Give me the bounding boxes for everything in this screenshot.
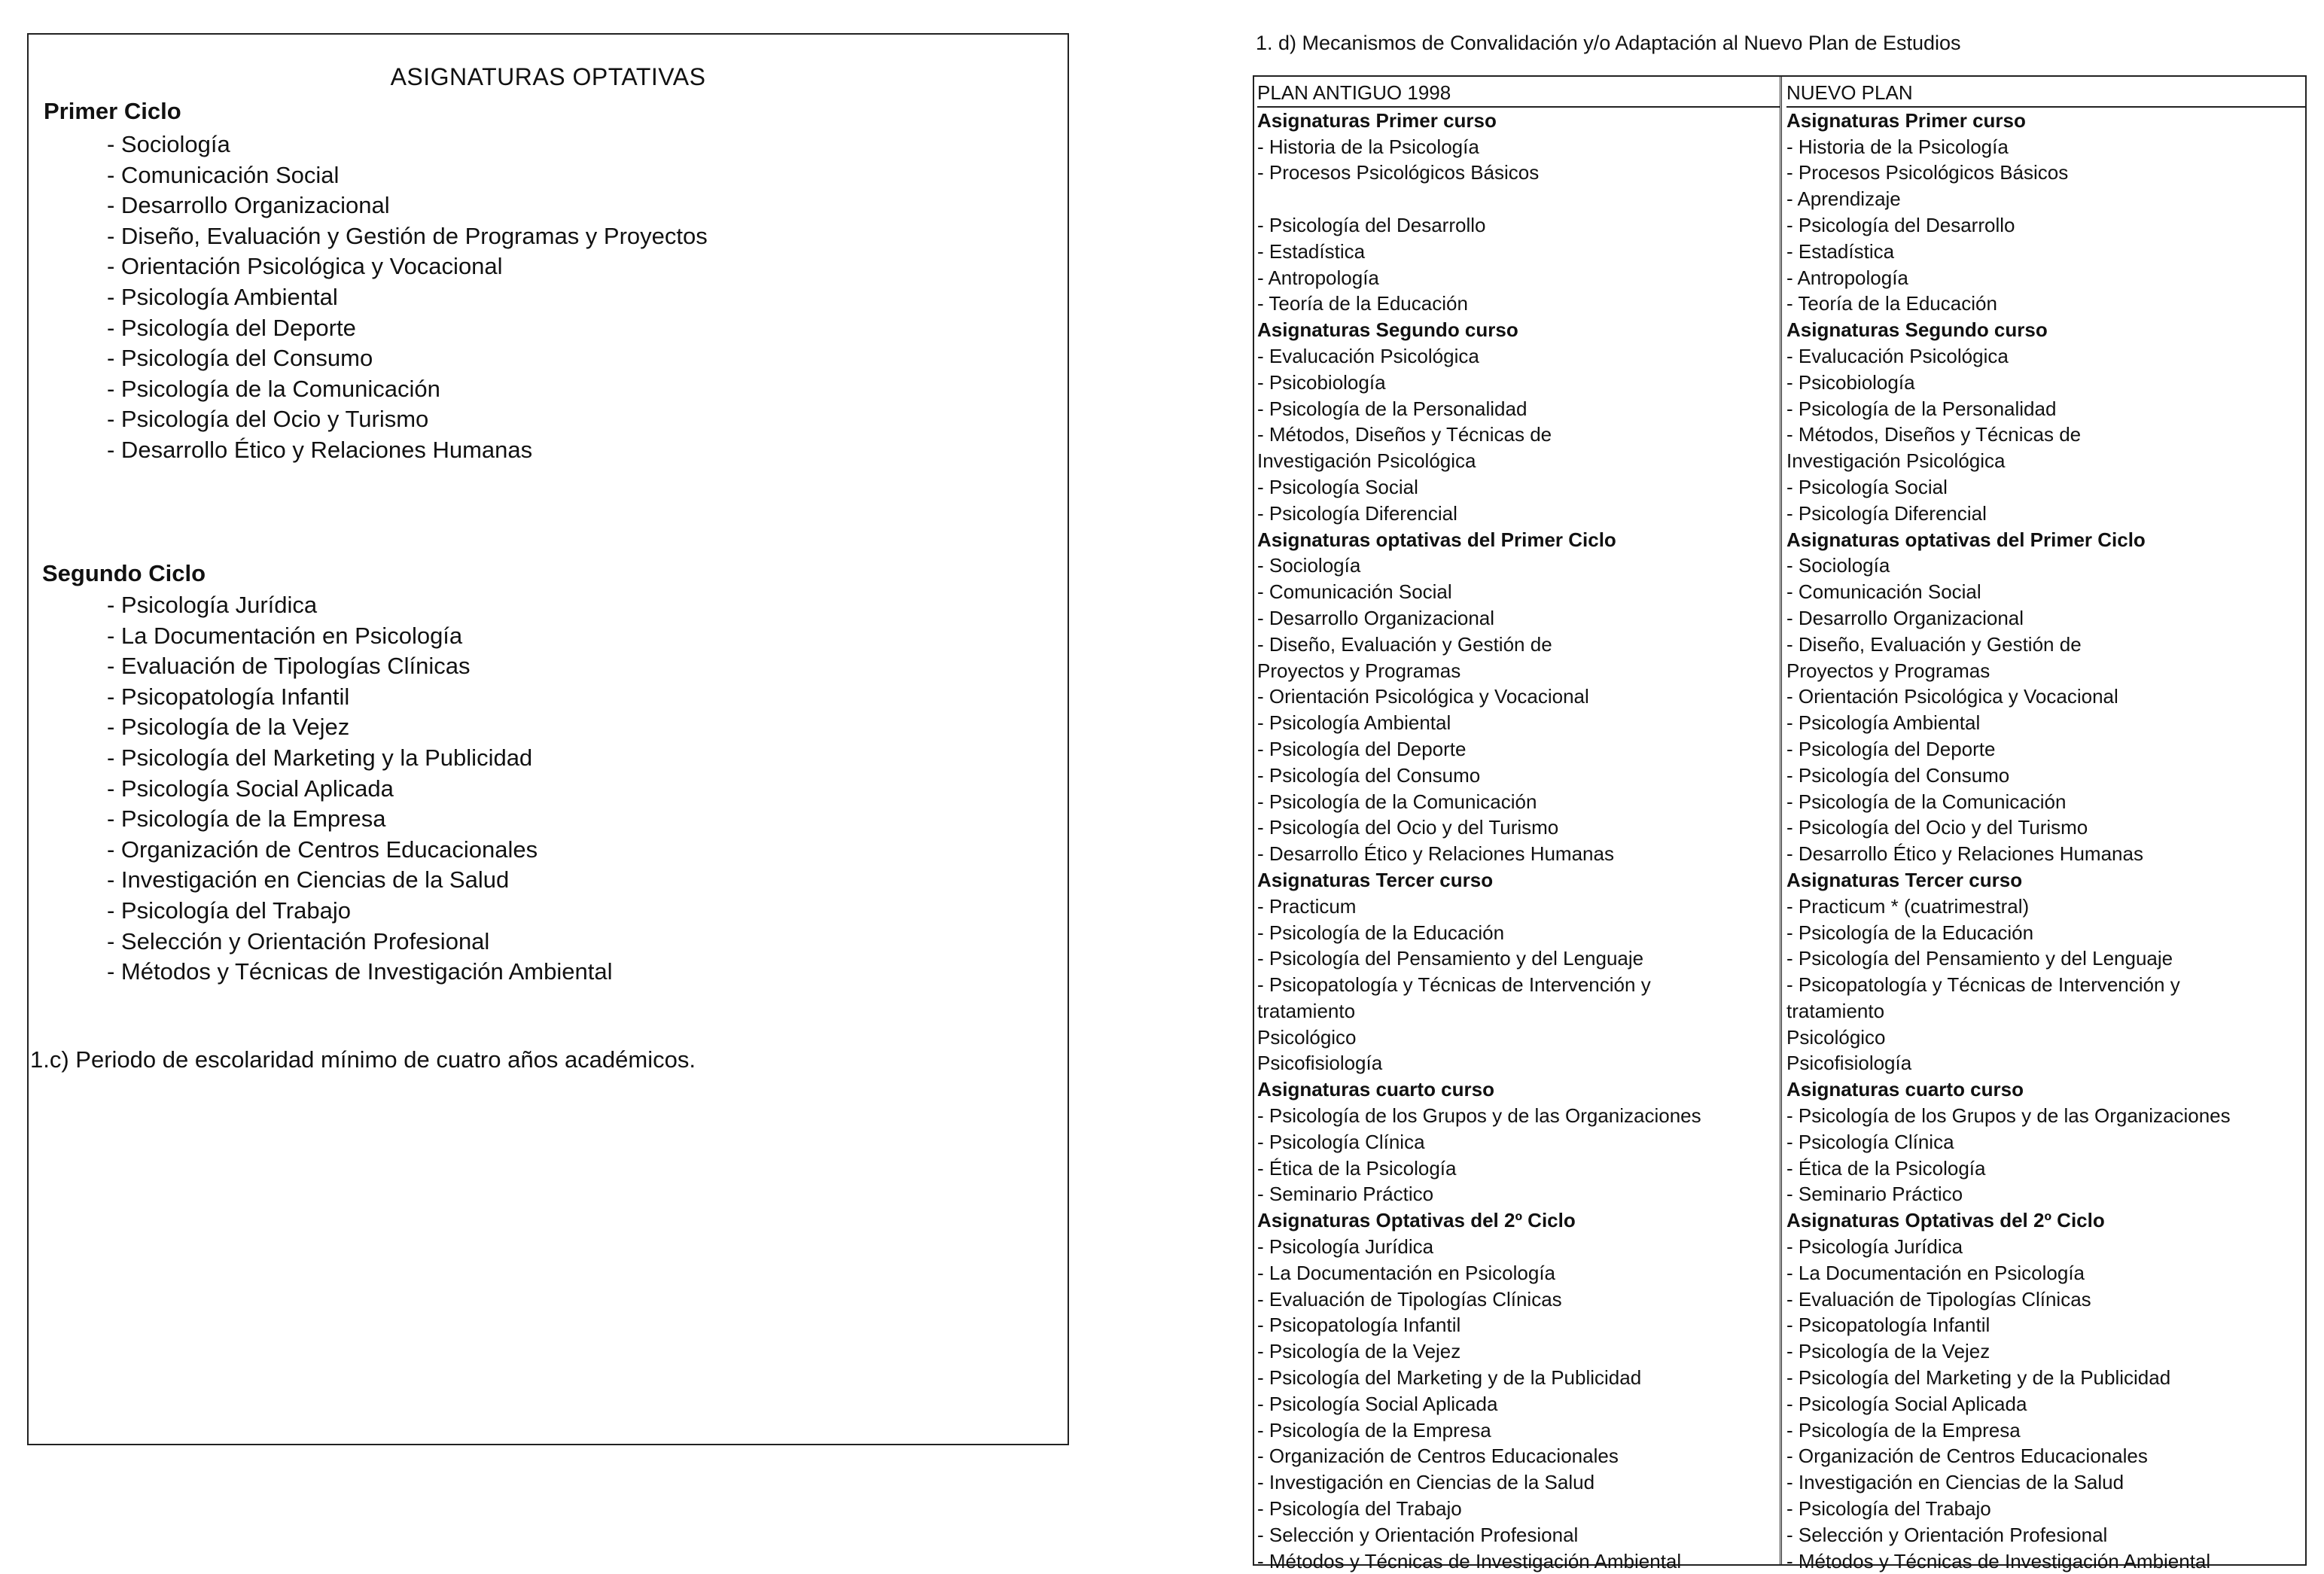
subject-row: - Evalucación Psicológica bbox=[1257, 344, 1479, 367]
subject-row: - La Documentación en Psicología bbox=[1257, 1261, 1556, 1284]
subject-row: - Practicum bbox=[1257, 894, 1357, 918]
subject-row: - Psicología del Pensamiento y del Lenguaje bbox=[1786, 947, 2173, 970]
subject-row: - Seminario Práctico bbox=[1786, 1183, 1963, 1206]
subject-row: - Organización de Centros Educacionales bbox=[1786, 1445, 2148, 1468]
segundo-ciclo-heading: Segundo Ciclo bbox=[42, 560, 206, 586]
optional-subject-item: - Desarrollo Ético y Relaciones Humanas bbox=[107, 436, 533, 463]
subject-row: - Orientación Psicológica y Vocacional bbox=[1786, 685, 2118, 708]
optional-subject-item: - Psicología de la Empresa bbox=[107, 805, 386, 833]
new-plan-rows bbox=[1786, 108, 2305, 1574]
subject-row: - Psicopatología y Técnicas de Intervención y bbox=[1786, 973, 2180, 997]
convalidation-title: 1. d) Mecanismos de Convalidación y/o Adaptación al Nuevo Plan de Estudios bbox=[1256, 32, 1961, 54]
subject-row: - Psicología Ambiental bbox=[1257, 711, 1451, 735]
subject-row: - Historia de la Psicología bbox=[1257, 135, 1479, 158]
subject-row: - Psicología Social bbox=[1257, 475, 1418, 498]
subject-row: tratamiento bbox=[1786, 999, 1885, 1022]
optional-subject-item: - Selección y Orientación Profesional bbox=[107, 927, 490, 954]
optional-subject-item: - Psicología Social Aplicada bbox=[107, 775, 394, 802]
optional-subject-item: - Psicopatología Infantil bbox=[107, 683, 350, 710]
new-plan-header: NUEVO PLAN bbox=[1786, 80, 2305, 108]
subject-row: Investigación Psicológica bbox=[1257, 449, 1476, 473]
subject-row: - Psicología del Consumo bbox=[1786, 763, 2010, 787]
subject-row: - Ética de la Psicología bbox=[1786, 1156, 1986, 1180]
optional-subject-item: - La Documentación en Psicología bbox=[107, 622, 463, 649]
subject-row: - Psicología Clínica bbox=[1786, 1130, 1954, 1153]
subject-row: - Evalucación Psicológica bbox=[1786, 344, 2009, 367]
optional-subject-item: - Psicología Jurídica bbox=[107, 592, 318, 618]
old-plan-header: PLAN ANTIGUO 1998 bbox=[1257, 80, 1780, 108]
subject-row: - Métodos y Técnicas de Investigación Ambiental bbox=[1257, 1549, 1682, 1572]
subject-row: - Desarrollo Ético y Relaciones Humanas bbox=[1786, 842, 2143, 866]
course-group-heading: Asignaturas cuarto curso bbox=[1257, 1078, 1494, 1101]
subject-row: - Psicología del Deporte bbox=[1257, 737, 1467, 760]
subject-row: - Psicología de la Personalidad bbox=[1257, 397, 1528, 420]
subject-row: - Desarrollo Organizacional bbox=[1257, 606, 1495, 629]
subject-row: - Diseño, Evaluación y Gestión de bbox=[1786, 632, 2082, 656]
optional-subject-item: - Desarrollo Organizacional bbox=[107, 192, 390, 219]
subject-row: - Desarrollo Ético y Relaciones Humanas bbox=[1257, 842, 1614, 866]
subject-row: - Psicología del Consumo bbox=[1257, 763, 1481, 787]
course-group-heading: Asignaturas Optativas del 2º Ciclo bbox=[1786, 1209, 2105, 1232]
subject-row: - Psicología Jurídica bbox=[1786, 1235, 1963, 1259]
subject-row: - Psicología del Marketing y de la Publicidad bbox=[1786, 1366, 2171, 1390]
subject-row: Psicológico bbox=[1786, 1025, 1886, 1049]
subject-row: - Psicobiología bbox=[1786, 370, 1915, 394]
subject-row: - Sociología bbox=[1257, 554, 1361, 577]
subject-row: Psicofisiología bbox=[1786, 1052, 1912, 1075]
optional-subject-item: - Psicología de la Comunicación bbox=[107, 375, 440, 402]
subject-row: - Psicología del Marketing y de la Publicidad bbox=[1257, 1366, 1642, 1390]
optional-subject-item: - Psicología del Trabajo bbox=[107, 897, 351, 924]
subject-row: - Psicología de la Educación bbox=[1786, 921, 2034, 944]
course-group-heading: Asignaturas Segundo curso bbox=[1257, 318, 1518, 342]
optional-subject-item: - Métodos y Técnicas de Investigación Ambiental bbox=[107, 958, 613, 985]
subject-row: - Métodos, Diseños y Técnicas de bbox=[1257, 423, 1552, 446]
subject-row: - Métodos y Técnicas de Investigación Ambiental bbox=[1786, 1549, 2211, 1572]
optional-subject-item: - Evaluación de Tipologías Clínicas bbox=[107, 653, 471, 680]
optional-subject-item: - Psicología de la Vejez bbox=[107, 714, 350, 741]
subject-row: - Métodos, Diseños y Técnicas de bbox=[1786, 423, 2082, 446]
optional-subject-item: - Psicología del Ocio y Turismo bbox=[107, 406, 429, 433]
optional-subject-item: - Comunicación Social bbox=[107, 161, 340, 188]
subject-row: - Teoría de la Educación bbox=[1786, 292, 1997, 315]
minimum-schooling-note: 1.c) Periodo de escolaridad mínimo de cuatro años académicos. bbox=[30, 1046, 696, 1073]
subject-row: - Sociología bbox=[1786, 554, 1890, 577]
subject-row: - Psicología de los Grupos y de las Organizaciones bbox=[1257, 1104, 1701, 1128]
subject-row: - Seminario Práctico bbox=[1257, 1183, 1434, 1206]
optional-subject-item: - Psicología del Deporte bbox=[107, 314, 356, 341]
subject-row: - Historia de la Psicología bbox=[1786, 135, 2009, 158]
subject-row: - Diseño, Evaluación y Gestión de bbox=[1257, 632, 1552, 656]
subject-row: Investigación Psicológica bbox=[1786, 449, 2006, 473]
subject-row: - Psicología de la Educación bbox=[1257, 921, 1505, 944]
optional-subject-item: - Orientación Psicológica y Vocacional bbox=[107, 253, 503, 280]
subject-row: - Psicología Social bbox=[1786, 475, 1948, 498]
subject-row: - Psicología Social Aplicada bbox=[1257, 1392, 1498, 1415]
subject-row: - Teoría de la Educación bbox=[1257, 292, 1468, 315]
subject-row: - Comunicación Social bbox=[1257, 580, 1452, 604]
subject-row: - Psicología de la Empresa bbox=[1786, 1418, 2021, 1442]
optional-subject-item: - Sociología bbox=[107, 131, 230, 157]
optional-subject-item: - Investigación en Ciencias de la Salud bbox=[107, 866, 510, 894]
course-group-heading: Asignaturas Tercer curso bbox=[1257, 868, 1494, 891]
course-group-heading: Asignaturas cuarto curso bbox=[1786, 1078, 2024, 1101]
subject-row: - Estadística bbox=[1257, 239, 1366, 263]
old-plan-column bbox=[1254, 77, 1780, 1572]
subject-row: - Psicología del Deporte bbox=[1786, 737, 1996, 760]
subject-row: - Psicología Diferencial bbox=[1257, 501, 1457, 525]
subject-row: - Psicopatología Infantil bbox=[1257, 1314, 1461, 1337]
optional-subjects-panel bbox=[27, 33, 1069, 1445]
subject-row: - Psicología del Ocio y del Turismo bbox=[1786, 816, 2088, 839]
course-group-heading: Asignaturas optativas del Primer Ciclo bbox=[1786, 528, 2146, 551]
subject-row: - Psicopatología y Técnicas de Intervención y bbox=[1257, 973, 1651, 997]
subject-row: - Psicopatología Infantil bbox=[1786, 1314, 1990, 1337]
subject-row: - Psicología Clínica bbox=[1257, 1130, 1425, 1153]
primer-ciclo-heading: Primer Ciclo bbox=[44, 98, 181, 124]
optional-subject-item: - Psicología Ambiental bbox=[107, 283, 338, 310]
subject-row: - Psicología del Trabajo bbox=[1257, 1497, 1462, 1521]
subject-row: - Psicología de la Personalidad bbox=[1786, 397, 2057, 420]
subject-row: - Investigación en Ciencias de la Salud bbox=[1786, 1471, 2124, 1494]
subject-row: - Organización de Centros Educacionales bbox=[1257, 1445, 1619, 1468]
subject-row: - Orientación Psicológica y Vocacional bbox=[1257, 685, 1589, 708]
subject-row: - Practicum * (cuatrimestral) bbox=[1786, 894, 2030, 918]
subject-row: - Desarrollo Organizacional bbox=[1786, 606, 2024, 629]
course-group-heading: Asignaturas Tercer curso bbox=[1786, 868, 2023, 891]
subject-row: Proyectos y Programas bbox=[1786, 659, 1990, 682]
subject-row: - Psicología del Desarrollo bbox=[1786, 213, 2015, 236]
optional-subject-item: - Psicología del Marketing y la Publicidad bbox=[107, 744, 533, 771]
subject-row: - Antropología bbox=[1257, 266, 1379, 289]
subject-row: - Selección y Orientación Profesional bbox=[1786, 1523, 2108, 1546]
subject-row: - Antropología bbox=[1786, 266, 1908, 289]
subject-row: - Psicología del Pensamiento y del Lenguaje bbox=[1257, 947, 1644, 970]
subject-row: - Evaluación de Tipologías Clínicas bbox=[1257, 1287, 1562, 1311]
subject-row: - Psicología del Desarrollo bbox=[1257, 213, 1486, 236]
course-group-heading: Asignaturas Optativas del 2º Ciclo bbox=[1257, 1209, 1576, 1232]
subject-row: - Psicobiología bbox=[1257, 370, 1386, 394]
subject-row: - Psicología de la Comunicación bbox=[1786, 790, 2067, 813]
subject-row: - Procesos Psicológicos Básicos bbox=[1257, 161, 1540, 184]
optional-subject-item: - Organización de Centros Educacionales bbox=[107, 836, 538, 863]
subject-row: - Psicología del Trabajo bbox=[1786, 1497, 1991, 1521]
subject-row: - Psicología de la Empresa bbox=[1257, 1418, 1491, 1442]
subject-row: - Aprendizaje bbox=[1786, 187, 1901, 211]
subject-row: Psicológico bbox=[1257, 1025, 1357, 1049]
subject-row: - La Documentación en Psicología bbox=[1786, 1261, 2085, 1284]
convalidation-table bbox=[1253, 75, 2307, 1572]
course-group-heading: Asignaturas optativas del Primer Ciclo bbox=[1257, 528, 1616, 551]
subject-row: - Psicología del Ocio y del Turismo bbox=[1257, 816, 1559, 839]
primer-ciclo-list bbox=[107, 129, 708, 466]
new-plan-column bbox=[1780, 77, 2305, 1572]
course-group-heading: Asignaturas Segundo curso bbox=[1786, 318, 2048, 342]
course-group-heading: Asignaturas Primer curso bbox=[1786, 108, 2026, 132]
subject-row: - Estadística bbox=[1786, 239, 1895, 263]
course-group-heading: Asignaturas Primer curso bbox=[1257, 108, 1497, 132]
subject-row: Proyectos y Programas bbox=[1257, 659, 1461, 682]
subject-row: - Psicología Diferencial bbox=[1786, 501, 1987, 525]
subject-row: - Psicología Jurídica bbox=[1257, 1235, 1434, 1259]
panel-title: ASIGNATURAS OPTATIVAS bbox=[390, 63, 706, 90]
subject-row: Psicofisiología bbox=[1257, 1052, 1383, 1075]
subject-row: - Ética de la Psicología bbox=[1257, 1156, 1457, 1180]
subject-row: - Procesos Psicológicos Básicos bbox=[1786, 161, 2069, 184]
subject-row: - Investigación en Ciencias de la Salud bbox=[1257, 1471, 1595, 1494]
subject-row: - Psicología de los Grupos y de las Organizaciones bbox=[1786, 1104, 2231, 1128]
segundo-ciclo-list bbox=[107, 590, 612, 988]
subject-row: - Psicología Social Aplicada bbox=[1786, 1392, 2027, 1415]
old-plan-rows bbox=[1257, 108, 1780, 1574]
subject-row: - Psicología de la Vejez bbox=[1786, 1340, 1990, 1363]
optional-subject-item: - Diseño, Evaluación y Gestión de Programas y Proyectos bbox=[107, 222, 708, 249]
subject-row: - Psicología de la Comunicación bbox=[1257, 790, 1537, 813]
subject-row bbox=[1257, 186, 1780, 212]
subject-row: - Selección y Orientación Profesional bbox=[1257, 1523, 1579, 1546]
subject-row: tratamiento bbox=[1257, 999, 1356, 1022]
subject-row: - Comunicación Social bbox=[1786, 580, 1981, 604]
subject-row: - Psicología Ambiental bbox=[1786, 711, 1981, 735]
subject-row: - Evaluación de Tipologías Clínicas bbox=[1786, 1287, 2091, 1311]
subject-row: - Psicología de la Vejez bbox=[1257, 1340, 1461, 1363]
optional-subject-item: - Psicología del Consumo bbox=[107, 345, 373, 372]
